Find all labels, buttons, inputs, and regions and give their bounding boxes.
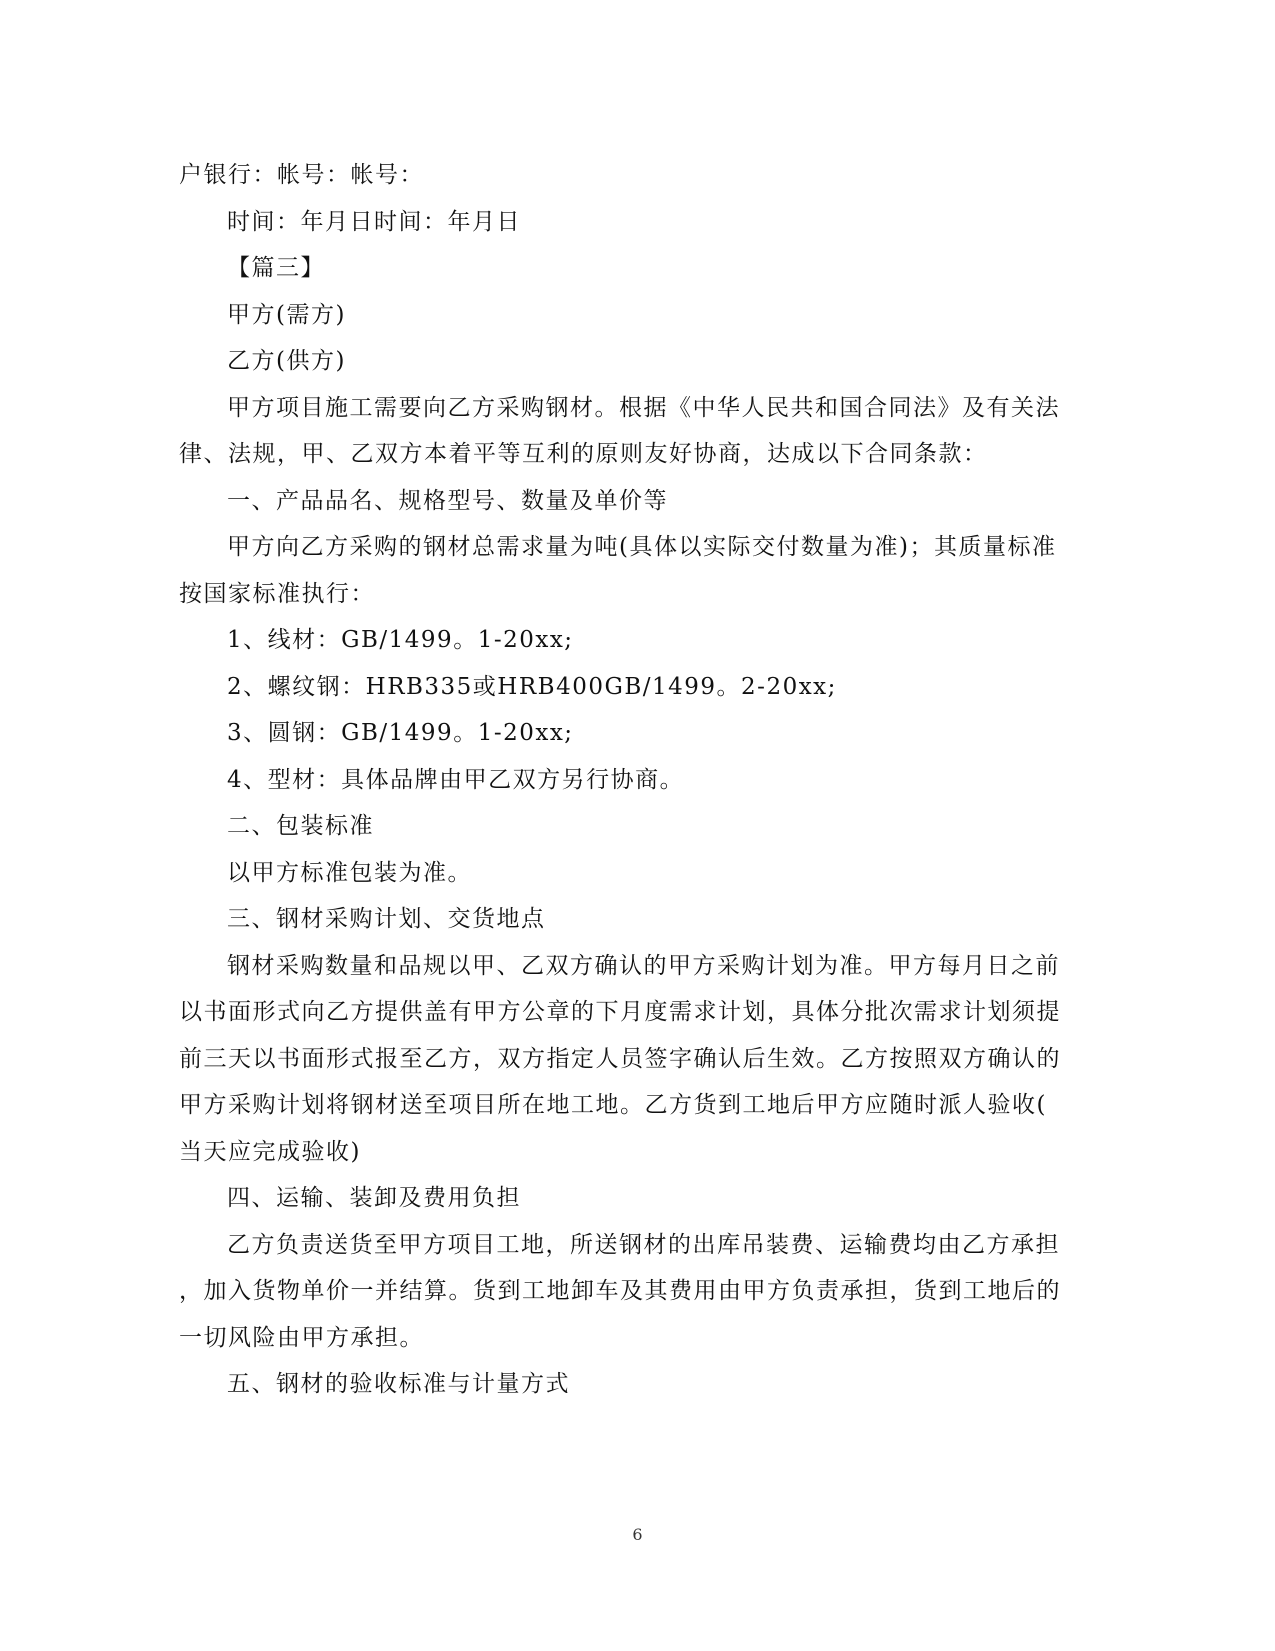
clause-heading-1: 一、产品品名、规格型号、数量及单价等 (227, 487, 668, 514)
list-item: 2、螺纹钢：HRB335或HRB400GB/1499。2-20xx; (227, 673, 837, 700)
paragraph-line: 甲方向乙方采购的钢材总需求量为吨(具体以实际交付数量为准)；其质量标准 (227, 534, 1057, 560)
paragraph-line: 前三天以书面形式报至乙方，双方指定人员签字确认后生效。乙方按照双方确认的 (179, 1045, 1061, 1072)
paragraph-line: 以甲方标准包装为准。 (227, 859, 472, 886)
document-body (179, 152, 1084, 1408)
paragraph-line: 律、法规，甲、乙双方本着平等互利的原则友好协商，达成以下合同条款： (179, 441, 988, 467)
paragraph-line: 当天应完成验收) (179, 1138, 361, 1165)
page-number: 6 (632, 1525, 643, 1544)
party-a-label: 甲方(需方) (227, 301, 346, 328)
party-b-label: 乙方(供方) (227, 348, 346, 374)
list-item: 1、线材：GB/1499。1-20xx; (227, 627, 574, 653)
list-item: 4、型材：具体品牌由甲乙双方另行协商。 (227, 766, 685, 793)
list-item: 3、圆钢：GB/1499。1-20xx; (227, 720, 574, 746)
paragraph-line: 以书面形式向乙方提供盖有甲方公章的下月度需求计划，具体分批次需求计划须提 (179, 999, 1061, 1025)
paragraph-line: 甲方采购计划将钢材送至项目所在地工地。乙方货到工地后甲方应随时派人验收( (179, 1092, 1047, 1118)
clause-heading-4: 四、运输、装卸及费用负担 (227, 1185, 521, 1211)
paragraph-line: 乙方负责送货至甲方项目工地，所送钢材的出库吊装费、运输费均由乙方承担 (227, 1231, 1060, 1258)
section-heading-part-three: 【篇三】 (227, 255, 325, 281)
paragraph-line: 钢材采购数量和品规以甲、乙双方确认的甲方采购计划为准。甲方每月日之前 (227, 952, 1060, 979)
text-line-account: 户银行：帐号：帐号： (179, 162, 424, 188)
paragraph-line: 按国家标准执行： (179, 580, 375, 607)
clause-heading-3: 三、钢材采购计划、交货地点 (227, 906, 546, 932)
clause-heading-2: 二、包装标准 (227, 813, 374, 839)
text-line-date: 时间：年月日时间：年月日 (227, 208, 521, 235)
paragraph-line: 一切风险由甲方承担。 (179, 1324, 424, 1351)
paragraph-line: ，加入货物单价一并结算。货到工地卸车及其费用由甲方负责承担，货到工地后的 (179, 1278, 1061, 1304)
paragraph-line: 甲方项目施工需要向乙方采购钢材。根据《中华人民共和国合同法》及有关法 (227, 394, 1060, 421)
clause-heading-5: 五、钢材的验收标准与计量方式 (227, 1371, 570, 1397)
